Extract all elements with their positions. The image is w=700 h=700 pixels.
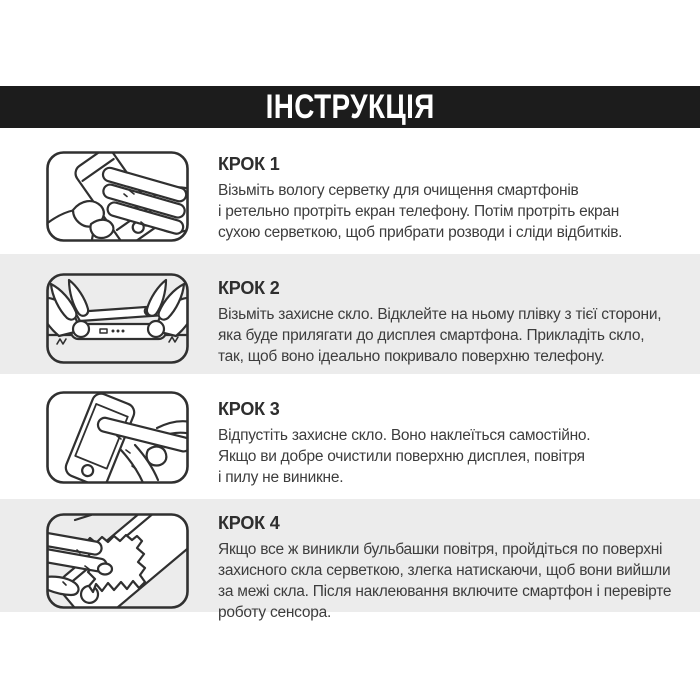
step-2-title: КРОК 2	[218, 278, 280, 298]
header-bar	[0, 86, 700, 128]
hand-wiping-phone-with-napkin-icon	[45, 150, 190, 243]
step-section-4	[0, 499, 700, 621]
step-section-3	[0, 374, 700, 499]
step-2-text	[218, 278, 661, 367]
step-1-illustration	[45, 150, 190, 243]
step-text-line: роботу сенсора.	[218, 604, 331, 621]
lower-finger-line	[121, 450, 144, 485]
step-1-text	[218, 154, 622, 243]
step-3-title: КРОК 3	[218, 399, 280, 419]
step-text-line: Відпустіть захисне скло. Воно наклеїться самостійно.	[218, 427, 591, 444]
step-1-title: КРОК 1	[218, 154, 280, 174]
step-text-line: і ретельно протріть екран телефону. Потім протріть екран	[218, 203, 620, 220]
step-text-line: і пилу не виникне.	[218, 469, 344, 486]
finger-pressing-glass-on-phone-icon	[45, 390, 190, 485]
right-thumb	[148, 321, 164, 337]
step-4-illustration	[45, 512, 190, 610]
step-text-line: за межі скла. Після наклеювання включите смартфон і перевірте	[218, 583, 672, 600]
step-3-illustration	[45, 390, 190, 485]
two-hands-holding-glass-over-phone-icon	[45, 272, 190, 365]
step-text-line: захисного скла серветкою, злегка натискаючи, щоб вони вийшли	[218, 562, 671, 579]
step-section-1	[0, 128, 700, 254]
step-4-text	[218, 513, 671, 623]
step-text-line: яка буде прилягати до дисплея смартфона. Прикладіть скло,	[218, 327, 645, 344]
step-text-line: сухою серветкою, щоб прибрати розводи і сліди відбитків.	[218, 224, 623, 241]
hand-smoothing-cloth-on-phone-icon	[45, 512, 190, 610]
page-title: ІНСТРУКЦІЯ	[265, 87, 435, 126]
hand-back-line	[157, 421, 190, 428]
left-thumb	[73, 321, 89, 337]
step-4-title: КРОК 4	[218, 513, 280, 533]
step-text-line: Візьміть вологу серветку для очищення смартфонів	[218, 182, 579, 199]
step-3-text	[218, 399, 590, 488]
step-section-2	[0, 254, 700, 374]
step-text-line: Якщо ви добре очистили поверхню дисплея, повітря	[218, 448, 585, 465]
step-2-illustration	[45, 272, 190, 365]
step-text-line: Візьміть захисне скло. Відклейте на ньому плівку з тієї сторони,	[218, 306, 662, 323]
step-text-line: Якщо все ж виникли бульбашки повітря, пройдіться по поверхні	[218, 541, 663, 558]
finger-shape	[90, 220, 113, 238]
step-text-line: так, щоб воно ідеально покривало поверхню телефону.	[218, 348, 605, 365]
fingertip	[98, 564, 112, 575]
